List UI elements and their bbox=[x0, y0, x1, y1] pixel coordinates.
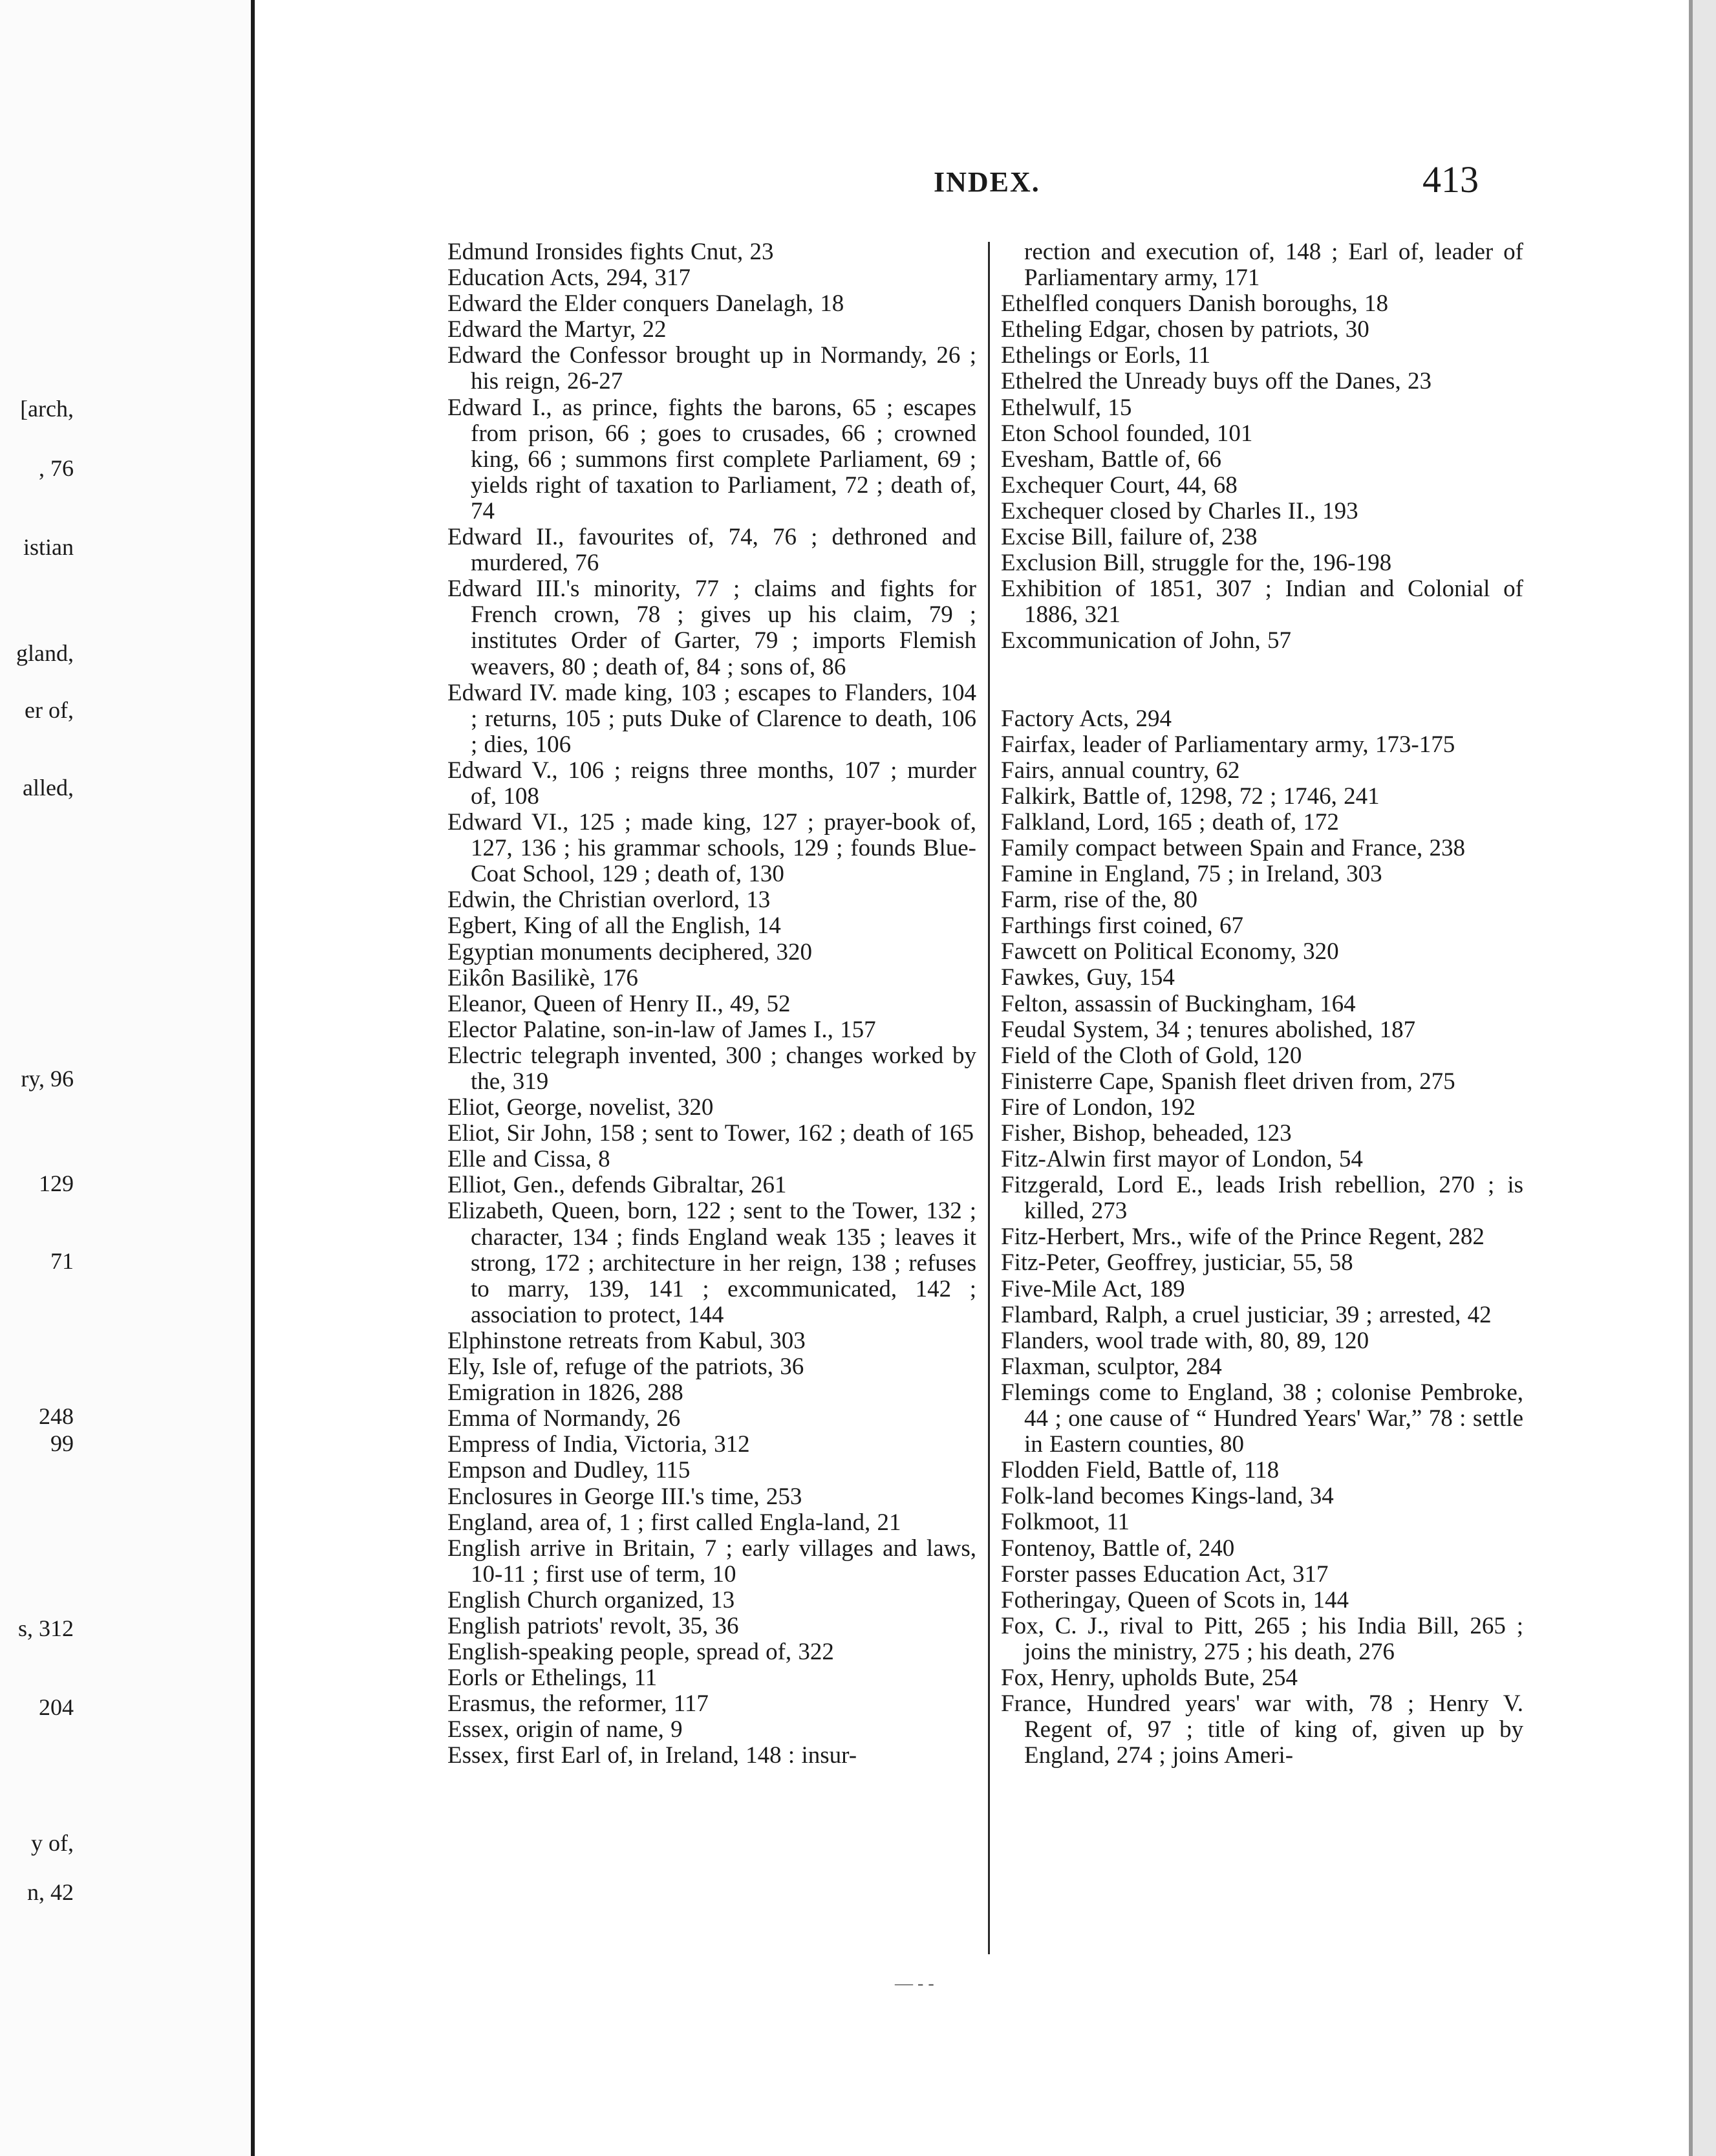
index-entry: Eton School founded, 101 bbox=[1001, 420, 1253, 447]
index-entry: Ethelwulf, 15 bbox=[1001, 394, 1132, 421]
facing-page-fragment: 99 bbox=[50, 1430, 74, 1456]
index-entry: Fontenoy, Battle of, 240 bbox=[1001, 1535, 1235, 1562]
index-entry: Edmund Ironsides fights Cnut, 23 bbox=[447, 239, 774, 265]
index-entry: Forster passes Education Act, 317 bbox=[1001, 1560, 1329, 1588]
index-entry: Etheling Edgar, chosen by patriots, 30 bbox=[1001, 316, 1369, 343]
facing-page bbox=[0, 0, 252, 2156]
index-entry: Famine in England, 75 ; in Ireland, 303 bbox=[1001, 861, 1382, 888]
index-entry: Eliot, Sir John, 158 ; sent to Tower, 162 ; death of 165 bbox=[447, 1120, 974, 1147]
index-entry: Elizabeth, Queen, born, 122 ; sent to the Tower, 132 ; character, 134 ; finds England weak 135 ; leaves it strong, 172 ; architecture in her reign, 138 ; refuses to marry, 139, 141 ; excommunicated, 142 ; association to protect, 144 bbox=[447, 1198, 976, 1328]
index-entry: Fitz-Peter, Geoffrey, justiciar, 55, 58 bbox=[1001, 1249, 1353, 1277]
index-entry: Edward II., favourites of, 74, 76 ; dethroned and murdered, 76 bbox=[447, 524, 976, 577]
index-entry: Elphinstone retreats from Kabul, 303 bbox=[447, 1327, 806, 1354]
facing-page-fragment: 129 bbox=[39, 1170, 74, 1196]
index-entry: Fox, Henry, upholds Bute, 254 bbox=[1001, 1664, 1298, 1691]
facing-page-fragment: n, 42 bbox=[27, 1879, 74, 1905]
index-column-right bbox=[1001, 239, 1523, 1769]
facing-page-fragment: y of, bbox=[31, 1830, 74, 1856]
index-entry: Excommunication of John, 57 bbox=[1001, 627, 1291, 654]
index-entry: Electric telegraph invented, 300 ; changes worked by the, 319 bbox=[447, 1042, 976, 1095]
facing-page-fragment: [arch, bbox=[20, 396, 74, 422]
index-entry: Five-Mile Act, 189 bbox=[1001, 1275, 1185, 1302]
index-entry: Emma of Normandy, 26 bbox=[447, 1405, 681, 1432]
index-entry: Empress of India, Victoria, 312 bbox=[447, 1431, 750, 1458]
index-entry: Eorls or Ethelings, 11 bbox=[447, 1665, 658, 1692]
section-gap bbox=[1001, 654, 1523, 706]
index-entry: Exhibition of 1851, 307 ; Indian and Colonial of 1886, 321 bbox=[1001, 576, 1523, 629]
index-entry: Ethelfled conquers Danish boroughs, 18 bbox=[1001, 290, 1388, 318]
index-entry: Fisher, Bishop, beheaded, 123 bbox=[1001, 1120, 1292, 1147]
index-entry: Fitzgerald, Lord E., leads Irish rebellion, 270 ; is killed, 273 bbox=[1001, 1172, 1523, 1225]
index-entry: England, area of, 1 ; first called Engla-land, 21 bbox=[447, 1509, 901, 1536]
index-entry: Fire of London, 192 bbox=[1001, 1094, 1196, 1121]
index-entry: Family compact between Spain and France, 238 bbox=[1001, 834, 1466, 861]
index-entry: Flodden Field, Battle of, 118 bbox=[1001, 1457, 1280, 1484]
index-entry: Exchequer Court, 44, 68 bbox=[1001, 471, 1238, 499]
facing-page-fragment: alled, bbox=[23, 775, 74, 801]
facing-page-fragment: s, 312 bbox=[17, 1615, 74, 1641]
index-entry: Edward I., as prince, fights the barons, 65 ; escapes from prison, 66 ; goes to crusades, 66 ; crowned king, 66 ; summons first complete Parliament, 69 ; yields right of taxation to Parliament, 72 ; death of, 74 bbox=[447, 394, 976, 524]
facing-page-fragment: 71 bbox=[50, 1248, 74, 1274]
index-entry: Finisterre Cape, Spanish fleet driven from, 275 bbox=[1001, 1068, 1455, 1095]
column-divider bbox=[988, 242, 990, 1954]
index-entry: Field of the Cloth of Gold, 120 bbox=[1001, 1042, 1302, 1069]
facing-page-fragment: gland, bbox=[16, 640, 74, 666]
facing-page-fragment: ry, 96 bbox=[21, 1066, 74, 1092]
index-entry: Emigration in 1826, 288 bbox=[447, 1379, 683, 1407]
index-entry: Ethelred the Unready buys off the Danes, 23 bbox=[1001, 368, 1432, 395]
index-entry: Essex, first Earl of, in Ireland, 148 : insur- bbox=[447, 1742, 857, 1769]
index-entry: Egyptian monuments deciphered, 320 bbox=[447, 938, 813, 965]
index-entry: Folk-land becomes Kings-land, 34 bbox=[1001, 1483, 1334, 1510]
index-entry: Edward the Martyr, 22 bbox=[447, 316, 667, 343]
index-entry: Egbert, King of all the English, 14 bbox=[447, 912, 781, 940]
index-entry: Edwin, the Christian overlord, 13 bbox=[447, 887, 771, 914]
index-entry: Fitz-Alwin first mayor of London, 54 bbox=[1001, 1146, 1363, 1173]
index-entry: Erasmus, the reformer, 117 bbox=[447, 1690, 709, 1718]
page-edge bbox=[1689, 0, 1716, 2156]
index-entry: Excise Bill, failure of, 238 bbox=[1001, 524, 1258, 551]
index-section-e bbox=[1001, 291, 1523, 654]
footer-mark: — - - bbox=[895, 1974, 934, 1994]
index-entry: Falkland, Lord, 165 ; death of, 172 bbox=[1001, 808, 1339, 835]
index-entry: Edward III.'s minority, 77 ; claims and fights for French crown, 78 ; gives up his claim, 79 ; institutes Order of Garter, 79 ; imports Flemish weavers, 80 ; death of, 84 ; sons of, 86 bbox=[447, 576, 976, 680]
index-entry: Evesham, Battle of, 66 bbox=[1001, 446, 1222, 473]
index-entry: Elliot, Gen., defends Gibraltar, 261 bbox=[447, 1172, 787, 1199]
index-entry: France, Hundred years' war with, 78 ; Henry V. Regent of, 97 ; title of king of, given up by England, 274 ; joins Ameri- bbox=[1001, 1690, 1523, 1769]
page-number: 413 bbox=[1422, 158, 1479, 200]
index-entry: Essex, origin of name, 9 bbox=[447, 1716, 683, 1743]
index-entry: Exchequer closed by Charles II., 193 bbox=[1001, 497, 1358, 524]
facing-page-fragment: 204 bbox=[39, 1694, 74, 1720]
index-entry: Elle and Cissa, 8 bbox=[447, 1146, 610, 1173]
index-entry: Enclosures in George III.'s time, 253 bbox=[447, 1483, 802, 1510]
index-entry: Ethelings or Eorls, 11 bbox=[1001, 342, 1211, 369]
facing-page-fragment: 248 bbox=[39, 1403, 74, 1429]
index-entry: Education Acts, 294, 317 bbox=[447, 264, 691, 292]
index-entry: Folkmoot, 11 bbox=[1001, 1509, 1130, 1536]
facing-page-fragment: , 76 bbox=[39, 455, 74, 481]
index-entry: Flaxman, sculptor, 284 bbox=[1001, 1353, 1222, 1380]
index-entry: Fairs, annual country, 62 bbox=[1001, 757, 1240, 784]
index-entry: Fox, C. J., rival to Pitt, 265 ; his India Bill, 265 ; joins the ministry, 275 ; his death, 276 bbox=[1001, 1612, 1523, 1665]
index-entry: Flambard, Ralph, a cruel justiciar, 39 ; arrested, 42 bbox=[1001, 1301, 1492, 1328]
index-entry: Flanders, wool trade with, 80, 89, 120 bbox=[1001, 1327, 1369, 1354]
index-entry: Edward the Elder conquers Danelagh, 18 bbox=[447, 290, 844, 318]
index-entry: English-speaking people, spread of, 322 bbox=[447, 1639, 834, 1666]
facing-page-fragment: er of, bbox=[25, 697, 74, 723]
facing-page-fragment: istian bbox=[23, 534, 74, 560]
index-entry: Fawcett on Political Economy, 320 bbox=[1001, 938, 1339, 965]
index-entry: Empson and Dudley, 115 bbox=[447, 1457, 691, 1484]
index-entry: Factory Acts, 294 bbox=[1001, 705, 1172, 732]
index-entry: Falkirk, Battle of, 1298, 72 ; 1746, 241 bbox=[1001, 782, 1380, 810]
index-entry: Feudal System, 34 ; tenures abolished, 187 bbox=[1001, 1016, 1416, 1043]
index-entry: Flemings come to England, 38 ; colonise Pembroke, 44 ; one cause of “ Hundred Years' War,” 78 : settle in Eastern counties, 80 bbox=[1001, 1379, 1523, 1458]
index-entry: English Church organized, 13 bbox=[447, 1586, 735, 1613]
index-entry: English arrive in Britain, 7 ; early villages and laws, 10-11 ; first use of term, 10 bbox=[447, 1535, 976, 1588]
index-entry: Felton, assassin of Buckingham, 164 bbox=[1001, 990, 1356, 1017]
index-entry: Fawkes, Guy, 154 bbox=[1001, 964, 1175, 991]
index-entry: Exclusion Bill, struggle for the, 196-198 bbox=[1001, 550, 1392, 577]
index-column-left bbox=[447, 239, 976, 1769]
index-entry: Ely, Isle of, refuge of the patriots, 36 bbox=[447, 1353, 804, 1381]
index-entry: Fairfax, leader of Parliamentary army, 173-175 bbox=[1001, 731, 1455, 758]
index-entry: Fotheringay, Queen of Scots in, 144 bbox=[1001, 1586, 1349, 1613]
index-entry: Fitz-Herbert, Mrs., wife of the Prince Regent, 282 bbox=[1001, 1224, 1485, 1251]
index-entry: Farm, rise of the, 80 bbox=[1001, 887, 1198, 914]
index-entry: Edward VI., 125 ; made king, 127 ; prayer-book of, 127, 136 ; his grammar schools, 129 ; founds Blue-Coat School, 129 ; death of, 130 bbox=[447, 809, 976, 888]
index-entry: Elector Palatine, son-in-law of James I., 157 bbox=[447, 1016, 876, 1043]
index-section-f bbox=[1001, 706, 1523, 1769]
index-entry: English patriots' revolt, 35, 36 bbox=[447, 1612, 739, 1639]
index-entry: Edward V., 106 ; reigns three months, 107 ; murder of, 108 bbox=[447, 757, 976, 810]
index-entry: Edward the Confessor brought up in Normandy, 26 ; his reign, 26-27 bbox=[447, 342, 976, 395]
index-entry-continuation: rection and execution of, 148 ; Earl of, leader of Parliamentary army, 171 bbox=[1024, 239, 1523, 292]
index-entry: Eikôn Basilikè, 176 bbox=[447, 964, 638, 991]
index-entry: Eliot, George, novelist, 320 bbox=[447, 1094, 714, 1121]
index-entry: Eleanor, Queen of Henry II., 49, 52 bbox=[447, 990, 791, 1017]
index-entry: Edward IV. made king, 103 ; escapes to Flanders, 104 ; returns, 105 ; puts Duke of Clarence to death, 106 ; dies, 106 bbox=[447, 679, 976, 758]
running-head: INDEX. bbox=[934, 166, 1040, 198]
index-entry: Farthings first coined, 67 bbox=[1001, 912, 1244, 940]
